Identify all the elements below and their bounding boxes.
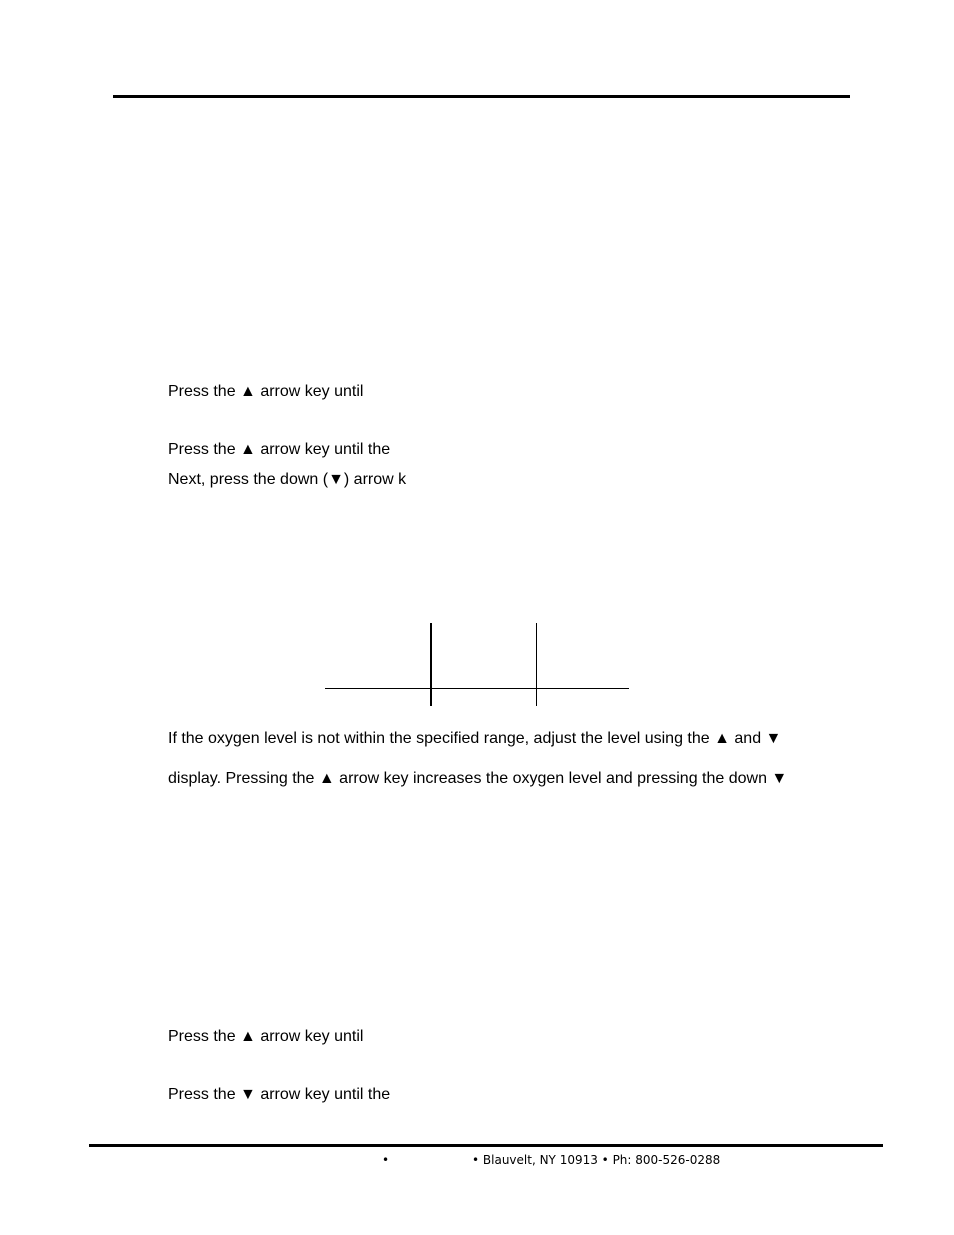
table-column-divider (536, 623, 537, 706)
instruction-line: Press the ▲ arrow key until (168, 1028, 364, 1045)
table-column-divider (430, 623, 432, 706)
instruction-line: Press the ▲ arrow key until (168, 383, 364, 400)
table-row-divider (325, 688, 629, 689)
header-rule (113, 95, 850, 98)
instruction-line: Press the ▲ arrow key until the (168, 441, 391, 458)
footer-bullet: • (382, 1153, 390, 1167)
instruction-line: Next, press the down (▼) arrow k (168, 471, 407, 488)
footer-address: • Blauvelt, NY 10913 • Ph: 800-526-0288 (472, 1153, 721, 1167)
paragraph-line: If the oxygen level is not within the specified range, adjust the level using the ▲ and ▼ (168, 730, 782, 747)
footer-rule (89, 1144, 883, 1147)
paragraph-line: display. Pressing the ▲ arrow key increases the oxygen level and pressing the down ▼ (168, 770, 788, 787)
instruction-line: Press the ▼ arrow key until the (168, 1086, 391, 1103)
